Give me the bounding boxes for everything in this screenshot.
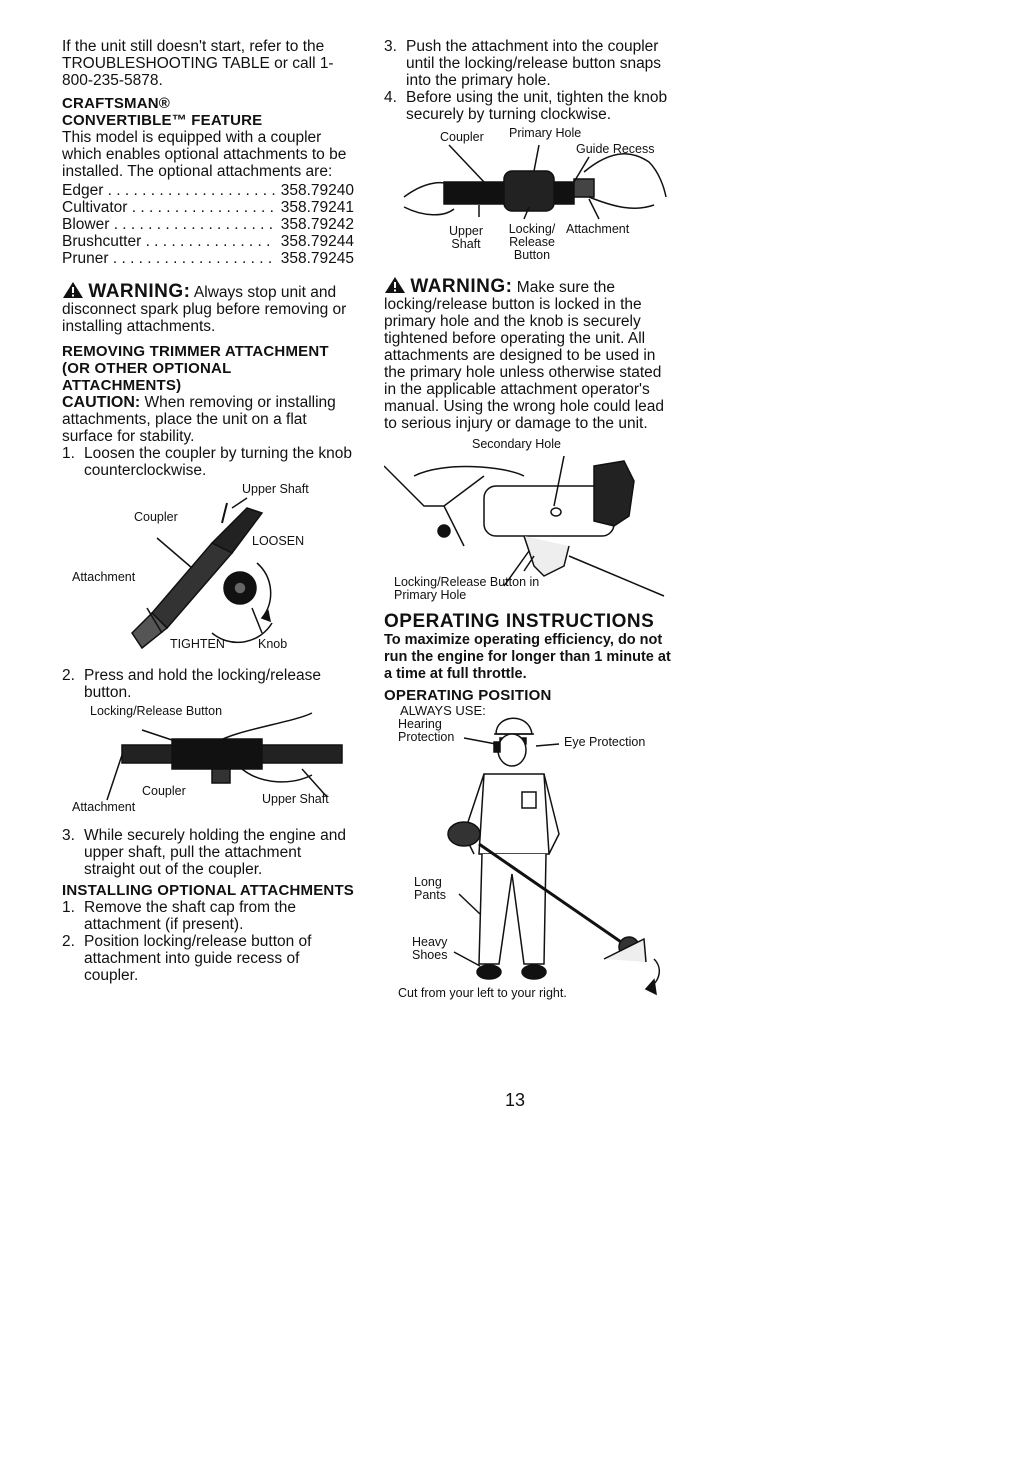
caution-block [62, 394, 354, 445]
attachment-name: Cultivator . . . [62, 199, 275, 216]
attachment-name: Brushcutter . . . [62, 233, 275, 250]
label-tighten: TIGHTEN [170, 637, 225, 651]
attachment-name: Blower . . . [62, 216, 275, 233]
step-text: Loosen the coupler by turning the knob counterclockwise. [84, 445, 352, 479]
warning-text: Make sure the locking/release button is locked in the primary hole and the knob is securely tightened before operating the unit. All attachments are designed to be used in the primary hole unless otherwise stated in the applicable attachment operator's manual. Using the wrong hole could lead to serious injury or damage to the unit. [384, 279, 665, 432]
warning-block-1 [62, 281, 354, 335]
removing-step [62, 827, 354, 878]
label-primary-hole: Primary Hole [509, 126, 582, 140]
primary-hole-figure [384, 436, 674, 608]
caution-label: CAUTION: [62, 394, 141, 411]
step-number: 3. [384, 38, 397, 55]
warning-text: Always stop unit and disconnect spark plug before removing or installing attachments. [62, 284, 347, 335]
cut-direction-caption: Cut from your left to your right. [398, 986, 567, 1000]
label-locking-release-button: Locking/Release Button [90, 704, 223, 718]
label-button-in-primary-hole: Locking/Release Button in Primary Hole [394, 575, 540, 602]
label-attachment: Attachment [72, 800, 136, 814]
attachment-row [62, 216, 354, 233]
operator-illustration [384, 704, 674, 1009]
attachment-row [62, 233, 354, 250]
label-secondary-hole: Secondary Hole [472, 437, 561, 451]
installing-step [62, 933, 354, 984]
label-long-pants: Long Pants [414, 875, 446, 902]
attachment-number: 358.79241 [280, 199, 354, 216]
warning-title: WARNING: [88, 281, 191, 302]
operating-position-figure [384, 704, 674, 1009]
installing-heading: INSTALLING OPTIONAL ATTACHMENTS [62, 882, 355, 899]
feature-heading-line-2: CONVERTIBLE™ FEATURE [62, 112, 263, 129]
label-upper-shaft: Upper Shaft [242, 482, 309, 496]
label-loosen: LOOSEN [252, 534, 305, 548]
installing-step [384, 89, 674, 123]
operating-heading: OPERATING INSTRUCTIONS [384, 611, 655, 632]
attachment-row [62, 250, 354, 267]
step-text: Remove the shaft cap from the attachment (if present). [84, 899, 296, 933]
label-guide-recess: Guide Recess [576, 142, 655, 156]
attachment-name: Pruner . . . [62, 250, 275, 267]
caution-text: When removing or installing attachments, place the unit on a flat surface for stability. [62, 394, 336, 445]
coupler-install-figure [384, 127, 674, 272]
installing-step [62, 899, 354, 933]
label-attachment: Attachment [72, 570, 136, 584]
step-number: 4. [384, 89, 397, 106]
attachment-number: 358.79240 [280, 182, 354, 199]
feature-heading [62, 95, 354, 129]
step-text: Before using the unit, tighten the knob securely by turning clockwise. [406, 89, 668, 123]
label-coupler: Coupler [134, 510, 178, 524]
step-number: 3. [62, 827, 75, 844]
attachment-name: Edger . . . [62, 182, 275, 199]
coupler-loosen-figure [62, 483, 354, 663]
attachment-number: 358.79245 [280, 250, 354, 267]
feature-body: This model is equipped with a coupler which enables optional attachments to be installed. The optional attachments are: [62, 129, 347, 180]
position-heading: OPERATING POSITION [384, 687, 552, 704]
label-attachment: Attachment [566, 222, 630, 236]
label-coupler: Coupler [142, 784, 186, 798]
warning-triangle-icon [384, 276, 406, 294]
left-column [62, 38, 354, 984]
page-number: 13 [504, 1090, 526, 1110]
label-knob: Knob [258, 637, 288, 651]
attachment-list [62, 182, 354, 267]
label-upper-shaft: Upper Shaft [262, 792, 329, 806]
step-number: 2. [62, 667, 75, 684]
installing-step [384, 38, 674, 89]
warning-triangle-icon [62, 281, 84, 299]
right-column [384, 38, 674, 1013]
removing-step [62, 667, 354, 701]
attachment-row [62, 182, 354, 199]
step-text: Press and hold the locking/release button. [84, 667, 321, 701]
step-text: While securely holding the engine and upper shaft, pull the attachment straight out of the coupler. [84, 827, 346, 878]
step-text: Push the attachment into the coupler until the locking/release button snaps into the primary hole. [406, 38, 662, 89]
attachment-number: 358.79244 [280, 233, 354, 250]
label-heavy-shoes: Heavy Shoes [412, 935, 448, 962]
label-always-use: ALWAYS USE: [400, 703, 486, 718]
warning-block-2 [384, 276, 674, 432]
label-eye-protection: Eye Protection [564, 735, 646, 749]
attachment-row [62, 199, 354, 216]
removing-step [62, 445, 354, 479]
step-number: 2. [62, 933, 75, 950]
release-button-figure [62, 705, 354, 815]
label-coupler: Coupler [440, 130, 484, 144]
removing-heading: REMOVING TRIMMER ATTACHMENT (OR OTHER OPTIONAL ATTACHMENTS) [62, 343, 329, 394]
label-locking-release-button: Locking/ Release Button [508, 222, 556, 262]
step-number: 1. [62, 445, 75, 462]
operating-note: To maximize operating efficiency, do not run the engine for longer than 1 minute at a time at full throttle. [384, 632, 671, 682]
feature-heading-line-1: CRAFTSMAN® [62, 95, 171, 112]
step-text: Position locking/release button of attachment into guide recess of coupler. [84, 933, 312, 984]
label-upper-shaft: Upper Shaft [448, 224, 484, 251]
warning-title: WARNING: [410, 276, 513, 297]
step-number: 1. [62, 899, 75, 916]
intro-text: If the unit still doesn't start, refer to the TROUBLESHOOTING TABLE or call 1-800-235-5878. [62, 38, 334, 89]
attachment-number: 358.79242 [280, 216, 354, 233]
label-hearing-protection: Hearing Protection [398, 717, 455, 744]
